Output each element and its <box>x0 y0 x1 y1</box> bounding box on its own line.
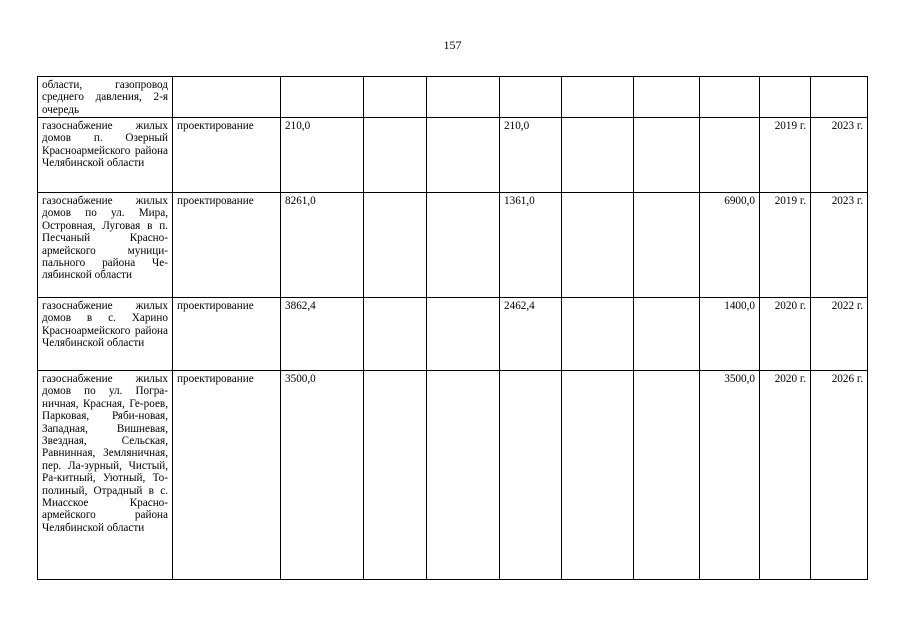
amount-cell <box>427 298 500 371</box>
amount-cell <box>364 371 427 580</box>
start-year-cell: 2019 г. <box>760 118 811 193</box>
start-year-cell: 2019 г. <box>760 193 811 298</box>
amount-cell <box>700 77 760 118</box>
object-name: газоснабжение жилых домов по ул. Погра-ничная, Красная, Ге-роев, Парковая, Ряби-новая, Западная, Вишневая, Звездная, Сельская, Равнинная, Земляничная, пер. Ла-зурный, Чистый, Ра-китный, Уютный, То-полиный, Отрадный в с. Миасское Красно-армейского района Челябинской области <box>42 373 168 534</box>
amount-cell <box>634 371 700 580</box>
amount-cell <box>364 77 427 118</box>
start-year-cell <box>760 77 811 118</box>
amount-cell <box>562 193 634 298</box>
start-year-cell: 2020 г. <box>760 298 811 371</box>
amount-cell: 6900,0 <box>700 193 760 298</box>
total-cell: 8261,0 <box>281 193 364 298</box>
amount-cell <box>500 77 562 118</box>
amount-cell <box>427 193 500 298</box>
object-name: газоснабжение жилых домов по ул. Мира, Островная, Луговая в п. Песчаный Красно-армейского муници-пального района Че-лябинской области <box>42 195 168 282</box>
total-cell <box>281 77 364 118</box>
amount-cell: 1400,0 <box>700 298 760 371</box>
amount-cell <box>562 77 634 118</box>
page-number: 157 <box>443 38 462 52</box>
object-name-cell <box>38 77 173 118</box>
table-row <box>38 298 868 371</box>
amount-cell <box>562 118 634 193</box>
amount-cell: 210,0 <box>500 118 562 193</box>
amount-cell: 2462,4 <box>500 298 562 371</box>
amount-cell <box>364 193 427 298</box>
start-year-cell: 2020 г. <box>760 371 811 580</box>
object-name: области, газопровод среднего давления, 2-я очередь <box>42 79 168 116</box>
object-name: газоснабжение жилых домов п. Озерный Красноармейского района Челябинской области <box>42 120 168 170</box>
table-row <box>38 118 868 193</box>
amount-cell <box>634 298 700 371</box>
amount-cell: 3500,0 <box>700 371 760 580</box>
stage-cell: проектирование <box>173 298 281 371</box>
end-year-cell <box>811 77 868 118</box>
object-name-cell <box>38 371 173 580</box>
stage-cell <box>173 77 281 118</box>
object-name-cell <box>38 193 173 298</box>
total-cell: 3500,0 <box>281 371 364 580</box>
amount-cell <box>562 298 634 371</box>
total-cell: 3862,4 <box>281 298 364 371</box>
end-year-cell: 2023 г. <box>811 193 868 298</box>
end-year-cell: 2026 г. <box>811 371 868 580</box>
end-year-cell: 2022 г. <box>811 298 868 371</box>
amount-cell <box>634 77 700 118</box>
amount-cell <box>427 371 500 580</box>
table-row <box>38 371 868 580</box>
amount-cell <box>364 118 427 193</box>
object-name: газоснабжение жилых домов в с. Харино Красноармейского района Челябинской области <box>42 300 168 350</box>
amount-cell <box>427 118 500 193</box>
amount-cell <box>634 118 700 193</box>
stage-cell: проектирование <box>173 371 281 580</box>
amount-cell <box>700 118 760 193</box>
table-row <box>38 193 868 298</box>
amount-cell <box>427 77 500 118</box>
stage-cell: проектирование <box>173 193 281 298</box>
amount-cell <box>634 193 700 298</box>
amount-cell <box>364 298 427 371</box>
amount-cell <box>562 371 634 580</box>
object-name-cell <box>38 298 173 371</box>
amount-cell <box>500 371 562 580</box>
stage-cell: проектирование <box>173 118 281 193</box>
table-row <box>38 77 868 118</box>
object-name-cell <box>38 118 173 193</box>
amount-cell: 1361,0 <box>500 193 562 298</box>
total-cell: 210,0 <box>281 118 364 193</box>
investment-table <box>37 76 868 580</box>
end-year-cell: 2023 г. <box>811 118 868 193</box>
